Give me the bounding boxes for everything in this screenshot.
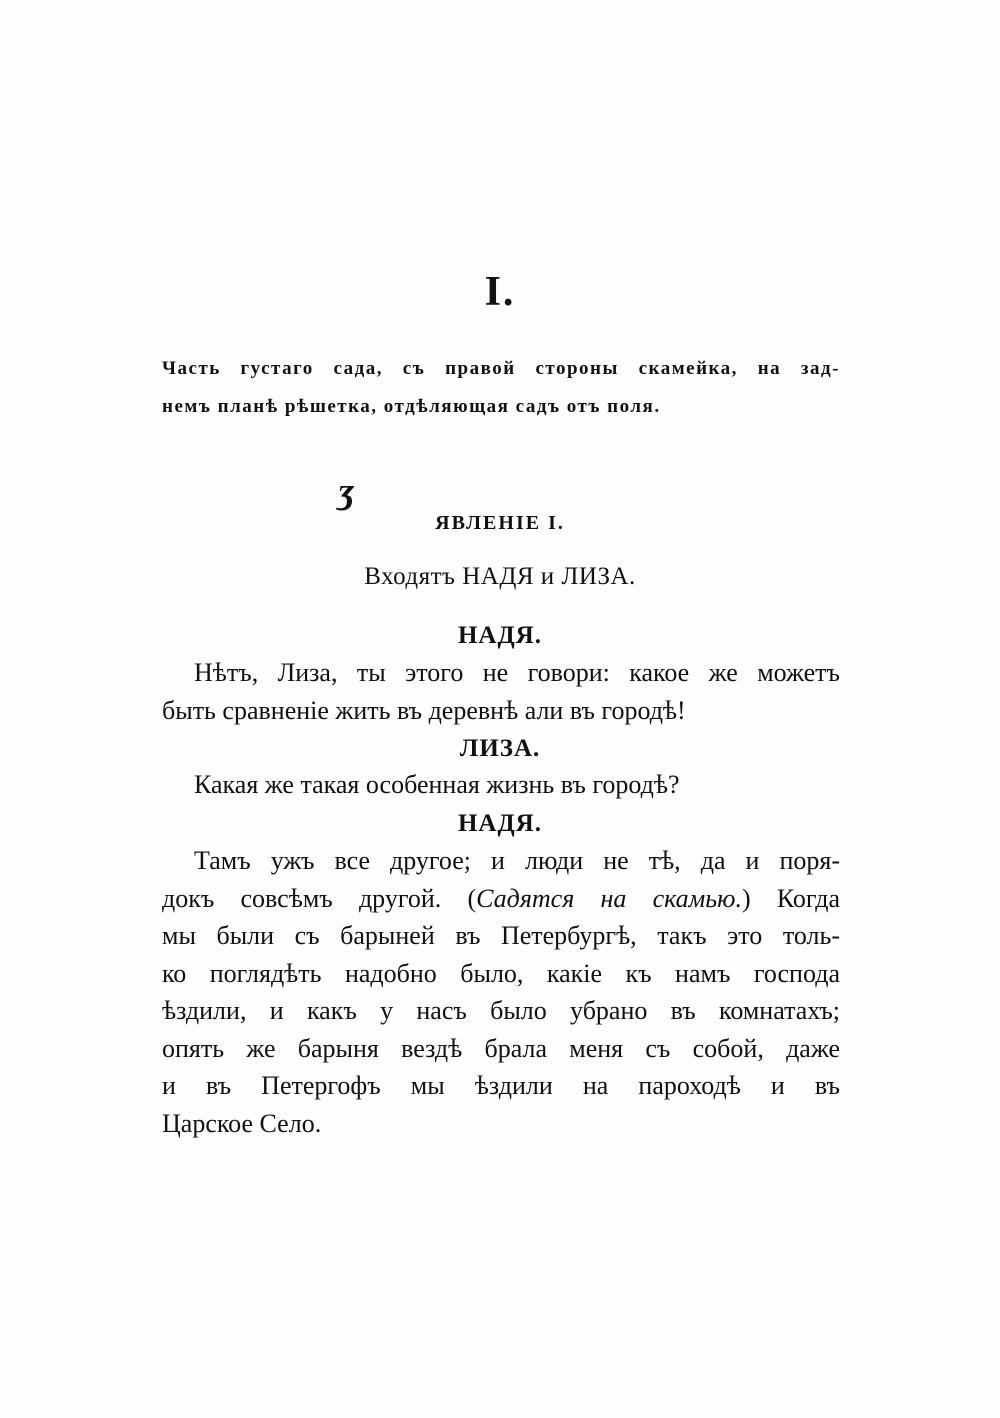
speech-block <box>162 654 840 729</box>
speech-line: Царское Село. <box>162 1108 322 1138</box>
stage-direction: Садятся на скамью. <box>476 883 742 913</box>
setting-description <box>162 350 840 426</box>
speech-line <box>162 880 840 918</box>
stage-entrance: Входятъ НАДЯ и ЛИЗА. <box>364 563 636 590</box>
speech-line: мы были съ барыней въ Петербургѣ, такъ это толь- <box>162 921 840 950</box>
speech-fragment: докъ совсѣмъ другой. ( <box>162 883 477 913</box>
setting-line: Часть густаго сада, съ правой стороны скамейка, на зад- <box>162 358 840 379</box>
speaker-name: НАДЯ. <box>457 810 542 837</box>
speech-line: опять же барыня вездѣ брала меня съ собой, даже <box>162 1033 840 1063</box>
scene-title: ЯВЛЕНІЕ I. <box>435 512 565 534</box>
speaker-name: НАДЯ. <box>457 622 542 649</box>
speech-fragment: ) Когда <box>741 883 841 913</box>
speech-line: Нѣтъ, Лиза, ты этого не говори: какое же можетъ <box>194 658 840 687</box>
speech-line: ѣздили, и какъ у насъ было убрано въ комнатахъ; <box>162 996 840 1025</box>
speech-block <box>162 766 840 804</box>
speech-line: Тамъ ужъ все другое; и люди не тѣ, да и поря- <box>194 846 840 875</box>
speech-block <box>162 842 840 1142</box>
speech-line: Какая же такая особенная жизнь въ городѣ? <box>194 770 680 799</box>
act-number: I. <box>484 269 516 315</box>
speaker-name: ЛИЗА. <box>459 735 541 762</box>
speech-line: быть сравненіе жить въ деревнѣ али въ городѣ! <box>162 695 686 725</box>
handwritten-margin-mark: ʒ <box>338 471 355 511</box>
speech-line: ко поглядѣть надобно было, какіе къ намъ господа <box>162 958 840 988</box>
setting-line: немъ планѣ рѣшетка, отдѣляющая садъ отъ поля. <box>162 396 661 417</box>
speech-line: и въ Петергофъ мы ѣздили на пароходѣ и въ <box>162 1071 840 1100</box>
